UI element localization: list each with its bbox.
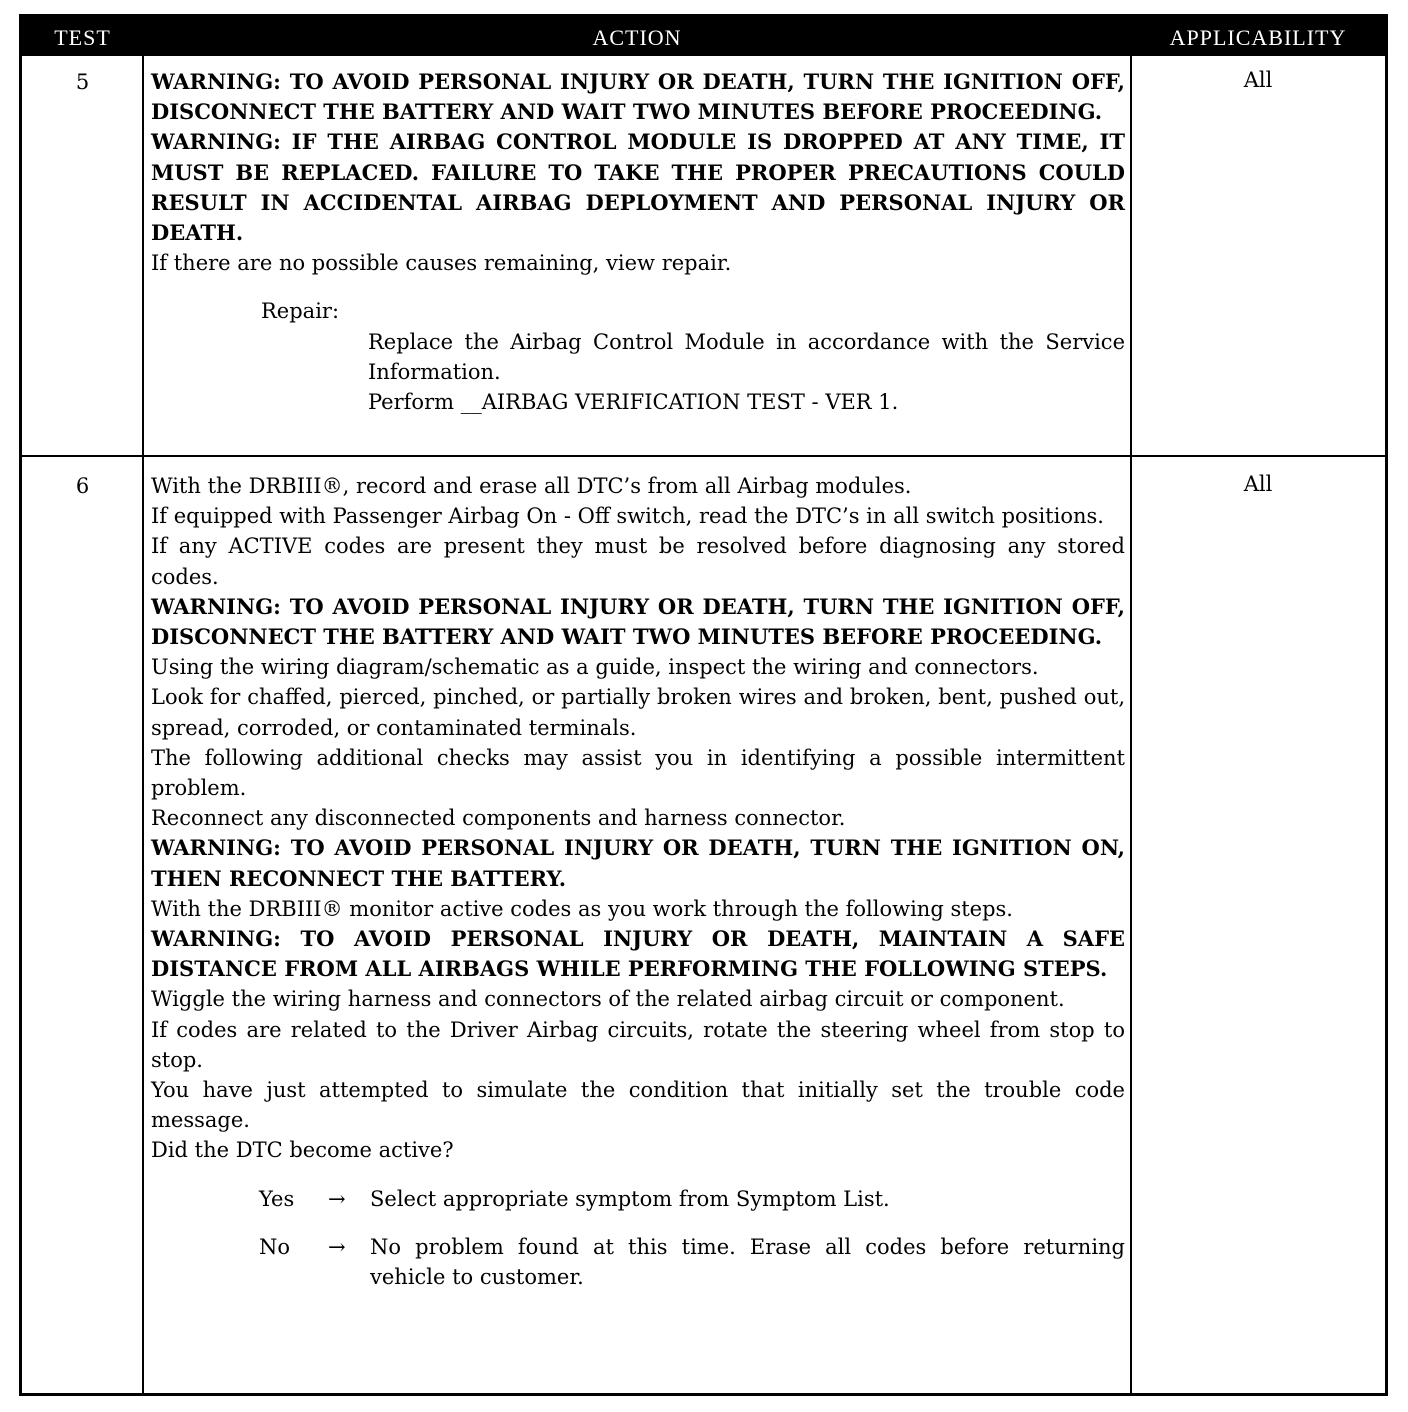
header-applicability: APPLICABILITY (1169, 25, 1347, 50)
instruction-text: Wiggle the wiring harness and connectors of the related airbag circuit or component. (151, 987, 1065, 1012)
row-divider (22, 455, 1385, 457)
option-yes-label: Yes (259, 1186, 295, 1211)
action-cell-5 (151, 67, 1125, 417)
test-number-5: 5 (75, 70, 90, 94)
instruction-text: With the DRBIII®, record and erase all DTC’s from all Airbag modules. (151, 474, 912, 498)
arrow-right-icon: → (328, 1234, 346, 1259)
header-action: ACTION (592, 25, 682, 50)
instruction-text: You have just attempted to simulate the condition that initially set the trouble code message. (151, 1078, 1125, 1133)
instruction-text: Using the wiring diagram/schematic as a guide, inspect the wiring and connectors. (151, 655, 1039, 680)
instruction-text: If equipped with Passenger Airbag On - Off switch, read the DTC’s in all switch positions. (151, 504, 1104, 529)
header-test: TEST (54, 25, 111, 50)
repair-text: Perform __AIRBAG VERIFICATION TEST - VER 1. (368, 390, 899, 415)
option-yes (151, 1184, 1125, 1214)
option-yes-text: Select appropriate symptom from Symptom List. (370, 1186, 890, 1211)
instruction-text: Reconnect any disconnected components and harness connector. (151, 806, 846, 831)
option-no-text: No problem found at this time. Erase all codes before returning vehicle to customer. (370, 1234, 1125, 1290)
instruction-text: With the DRBIII® monitor active codes as you work through the following steps. (151, 896, 1013, 921)
option-no (151, 1232, 1125, 1292)
question-text: Did the DTC become active? (151, 1138, 454, 1163)
instruction-text: If any ACTIVE codes are present they must be resolved before diagnosing any stored codes. (151, 534, 1125, 589)
repair-text: Replace the Airbag Control Module in accordance with the Service Information. (368, 329, 1125, 384)
test-number-6: 6 (75, 474, 90, 498)
warning-text: WARNING: TO AVOID PERSONAL INJURY OR DEATH, TURN THE IGNITION ON, THEN RECONNECT THE BATTERY. (151, 835, 1125, 891)
column-divider (1130, 56, 1132, 1393)
diagnostic-table (19, 14, 1388, 1396)
warning-text: WARNING: TO AVOID PERSONAL INJURY OR DEATH, TURN THE IGNITION OFF, DISCONNECT THE BATTERY AND WAIT TWO MINUTES BEFORE PROCEEDING. (151, 593, 1125, 650)
instruction-text: If codes are related to the Driver Airbag circuits, rotate the steering wheel from stop to stop. (151, 1017, 1125, 1072)
instruction-text: The following additional checks may assist you in identifying a possible intermittent problem. (151, 745, 1125, 801)
column-divider (142, 56, 144, 1393)
warning-text: WARNING: TO AVOID PERSONAL INJURY OR DEATH, TURN THE IGNITION OFF, DISCONNECT THE BATTERY AND WAIT TWO MINUTES BEFORE PROCEEDING. (151, 69, 1125, 125)
arrow-right-icon: → (328, 1186, 346, 1211)
table-header (22, 17, 1385, 56)
warning-text: WARNING: IF THE AIRBAG CONTROL MODULE IS DROPPED AT ANY TIME, IT MUST BE REPLACED. FAILURE TO TAKE THE PROPER PRECAUTIONS COULD RESULT IN ACCIDENTAL AIRBAG DEPLOYMENT AND PERSONAL INJURY OR DEATH. (151, 129, 1125, 246)
instruction-text: Look for chaffed, pierced, pinched, or partially broken wires and broken, bent, pushed out, spread, corroded, or contaminated terminals. (151, 685, 1125, 740)
action-cell-6 (151, 471, 1125, 1292)
repair-label: Repair: (261, 299, 340, 324)
applicability-5: All (1243, 68, 1273, 92)
applicability-6: All (1243, 472, 1273, 496)
instruction-text: If there are no possible causes remaining, view repair. (151, 251, 732, 276)
option-no-label: No (259, 1234, 291, 1259)
warning-text: WARNING: TO AVOID PERSONAL INJURY OR DEATH, MAINTAIN A SAFE DISTANCE FROM ALL AIRBAGS WHILE PERFORMING THE FOLLOWING STEPS. (151, 926, 1125, 982)
